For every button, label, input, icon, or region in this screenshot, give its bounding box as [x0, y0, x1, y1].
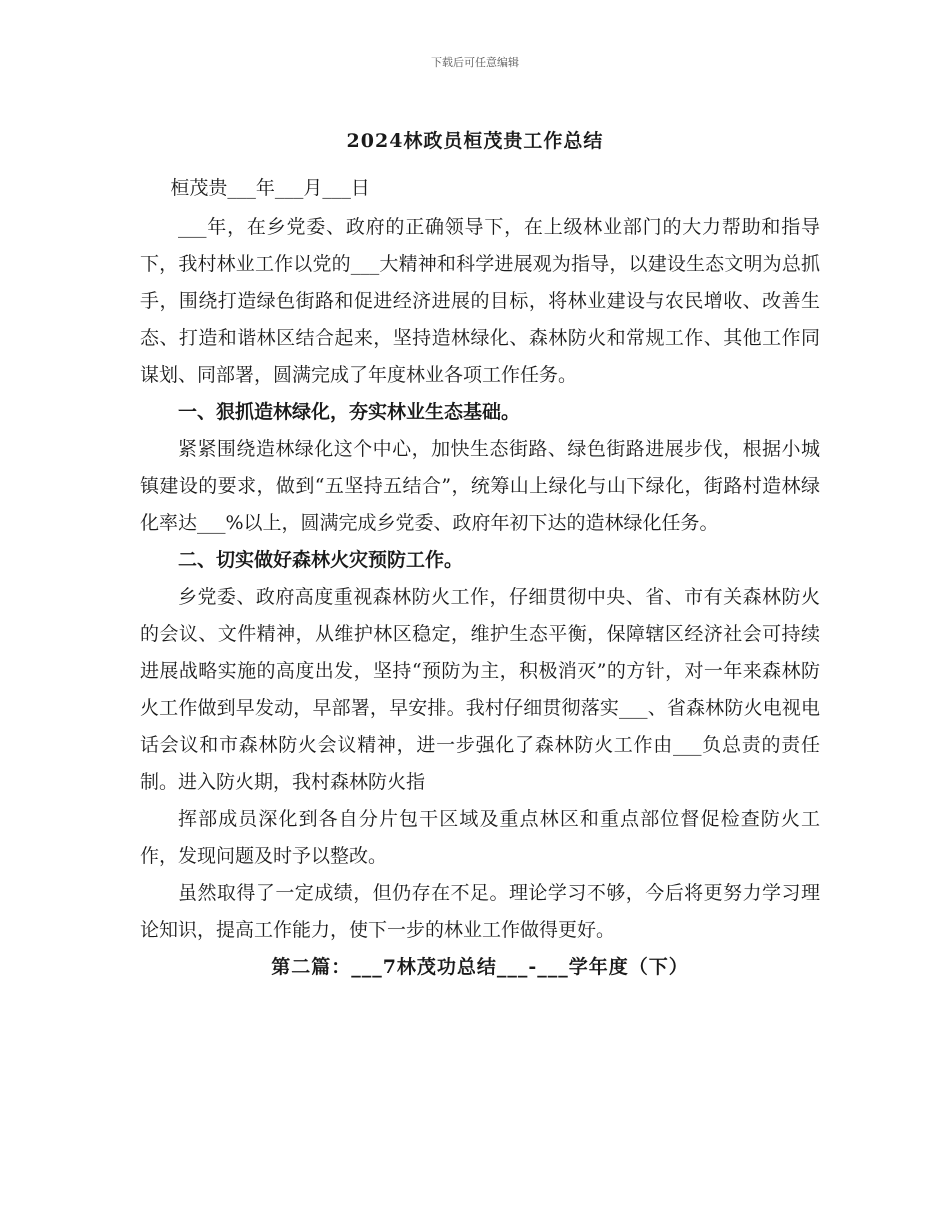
section-heading-fire-prevention: 二、切实做好森林火灾预防工作。: [178, 549, 464, 571]
section-heading-afforestation: 一、狠抓造林绿化，夯实林业生态基础。: [178, 401, 521, 423]
date-line: 桓茂贵___年___月___日: [170, 177, 370, 199]
fire-prevention-paragraph: 乡党委、政府高度重视森林防火工作，仔细贯彻中央、省、市有关森林防火的会议、文件精神，从维护林区稳定，维护生态平衡，保障辖区经济社会可持续进展战略实施的高度出发，坚持“预防为主，积极消灭”的方针，对一年来森林防火工作做到早发动，早部署，早安排。我村仔细贯彻落实___、省森林防火电视电话会议和市森林防火会议精神，进一步强化了森林防火工作由___负总责的责任制。进入防火期，我村森林防火指: [140, 586, 820, 793]
fire-prevention-continued-paragraph: 挥部成员深化到各自分片包干区域及重点林区和重点部位督促检查防火工作，发现问题及时予以整改。: [140, 808, 820, 867]
afforestation-paragraph: 紧紧围绕造林绿化这个中心，加快生态街路、绿色街路进展步伐，根据小城镇建设的要求，做到“五坚持五结合”，统筹山上绿化与山下绿化，街路村造林绿化率达___%以上，圆满完成乡党委、政府年初下达的造林绿化任务。: [140, 438, 820, 534]
intro-paragraph: ___年，在乡党委、政府的正确领导下，在上级林业部门的大力帮助和指导下，我村林业工作以党的___大精神和科学进展观为指导，以建设生态文明为总抓手，围绕打造绿色街路和促进经济进展的目标，将林业建设与农民增收、改善生态、打造和谐林区结合起来，坚持造林绿化、森林防火和常规工作、其他工作同谋划、同部署，圆满完成了年度林业各项工作任务。: [140, 216, 820, 386]
page-header-note: 下载后可任意编辑: [431, 56, 519, 69]
closing-paragraph: 虽然取得了一定成绩，但仍存在不足。理论学习不够，今后将更努力学习理论知识，提高工作能力，使下一步的林业工作做得更好。: [140, 882, 820, 941]
document-body: [140, 170, 820, 986]
document-title: 2024林政员桓茂贵工作总结: [346, 130, 604, 152]
next-article-title: 第二篇：___7林茂功总结___-___学年度（下）: [271, 956, 689, 978]
